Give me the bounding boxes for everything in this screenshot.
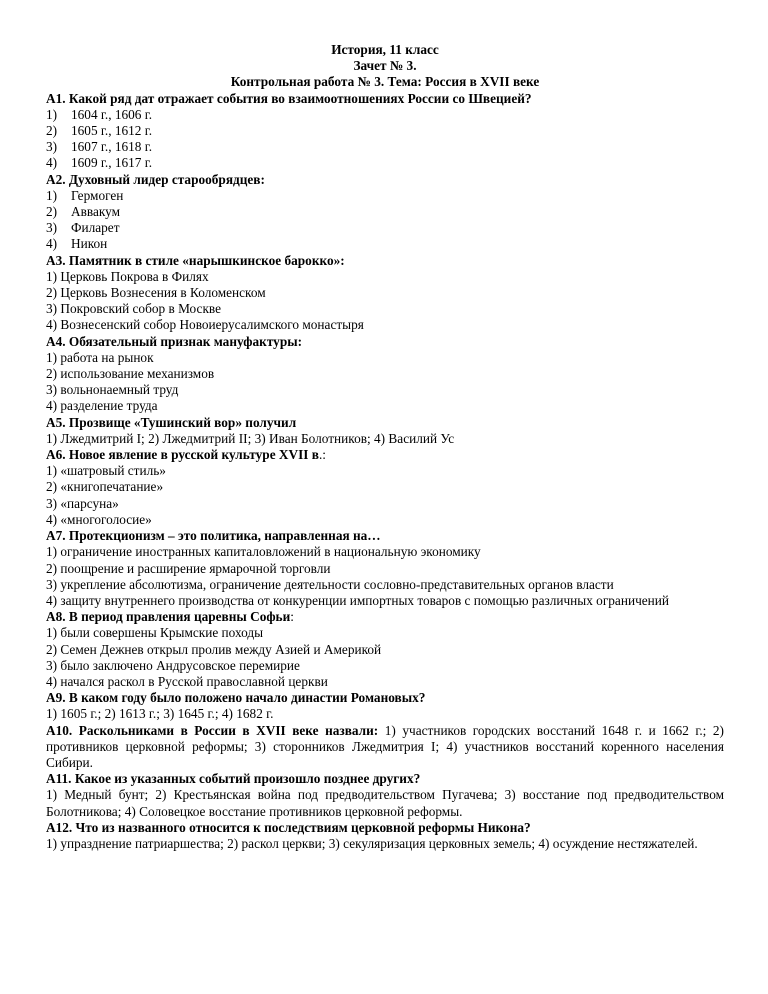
question-a1: А1. Какой ряд дат отражает события во взаимоотношениях России со Швецией? [46, 90, 532, 106]
question-a8: А8. В период правления царевны Софьи: [46, 609, 294, 625]
test-document [46, 42, 724, 852]
question-a4: А4. Обязательный признак мануфактуры: [46, 333, 303, 349]
answer-option: 3) было заключено Андрусовское перемирие [46, 657, 300, 673]
answer-option: 3) вольнонаемный труд [46, 382, 179, 398]
question-a3: А3. Памятник в стиле «нарышкинское барокко»: [46, 252, 345, 268]
answer-option: 2) Семен Дежнев открыл пролив между Азией и Америкой [46, 641, 382, 657]
answer-options-line: 1) Медный бунт; 2) Крестьянская война под предводительством Пугачева; 3) восстание под предводительством Болотникова; 4) Соловецкое восстание противников церковной реформы. [46, 787, 724, 819]
question-a5: А5. Прозвище «Тушинский вор» получил [46, 414, 297, 430]
question-a7: А7. Протекционизм – это политика, направленная на… [46, 528, 381, 544]
answer-option: 3) укрепление абсолютизма, ограничение деятельности сословно-представительных органов власти [46, 576, 614, 592]
header-topic: Контрольная работа № 3. Тема: Россия в XVII веке [230, 74, 540, 90]
answer-option: 4) защиту внутреннего производства от конкуренции импортных товаров с помощью различных ограничений [46, 592, 670, 608]
answer-option: 2) поощрение и расширение ярмарочной торговли [46, 560, 331, 576]
header-subject: История, 11 класс [331, 42, 439, 57]
question-a9: А9. В каком году было положено начало династии Романовых? [46, 690, 426, 706]
answer-option: 1) 1604 г., 1606 г. [46, 106, 153, 122]
question-a11: А11. Какое из указанных событий произошло позднее других? [46, 771, 421, 787]
answer-option: 3) «парсуна» [46, 495, 119, 511]
answer-option: 1) «шатровый стиль» [46, 463, 166, 479]
answer-option: 1) ограничение иностранных капиталовложений в национальную экономику [46, 544, 481, 560]
answer-option: 1) были совершены Крымские походы [46, 625, 264, 641]
answer-option: 4) разделение труда [46, 398, 158, 414]
answer-option: 3) 1607 г., 1618 г. [46, 139, 153, 155]
answer-options-line: 1) 1605 г.; 2) 1613 г.; 3) 1645 г.; 4) 1682 г. [46, 706, 274, 722]
answer-option: 4) Никон [46, 236, 108, 252]
answer-options-line: 1) Лжедмитрий I; 2) Лжедмитрий II; 3) Иван Болотников; 4) Василий Ус [46, 430, 455, 446]
question-a6: А6. Новое явление в русской культуре XVII в.: [46, 447, 327, 463]
answer-option: 2) Церковь Вознесения в Коломенском [46, 285, 266, 301]
answer-option: 2) использование механизмов [46, 366, 215, 382]
answer-option: 4) «многоголосие» [46, 511, 152, 527]
answer-option: 4) Вознесенский собор Новоиерусалимского монастыря [46, 317, 364, 333]
answer-option: 2) «книгопечатание» [46, 479, 164, 495]
answer-option: 2) 1605 г., 1612 г. [46, 123, 153, 139]
answer-options-line: 1) упразднение патриаршества; 2) раскол церкви; 3) секуляризация церковных земель; 4) осуждение нестяжателей. [46, 835, 698, 851]
answer-option: 1) Гермоген [46, 187, 124, 203]
answer-option: 3) Покровский собор в Москве [46, 301, 222, 317]
answer-option: 1) работа на рынок [46, 349, 154, 365]
header-test-number: Зачет № 3. [353, 58, 417, 74]
answer-option: 1) Церковь Покрова в Филях [46, 268, 209, 284]
answer-option: 4) 1609 г., 1617 г. [46, 155, 153, 171]
question-a2: А2. Духовный лидер старообрядцев: [46, 171, 265, 187]
answer-option: 3) Филарет [46, 220, 120, 236]
answer-option: 2) Аввакум [46, 204, 121, 220]
question-a12: А12. Что из названного относится к последствиям церковной реформы Никона? [46, 819, 531, 835]
answer-option: 4) начался раскол в Русской православной церкви [46, 673, 328, 689]
question-a10: А10. Раскольниками в России в XVII веке назвали: 1) участников городских восстаний 1648 г. и 1662 г.; 2) противников церковной реформы; 3) сторонников Лжедмитрия I; 4) участников восстаний коренного населения Сибири. [46, 722, 724, 770]
